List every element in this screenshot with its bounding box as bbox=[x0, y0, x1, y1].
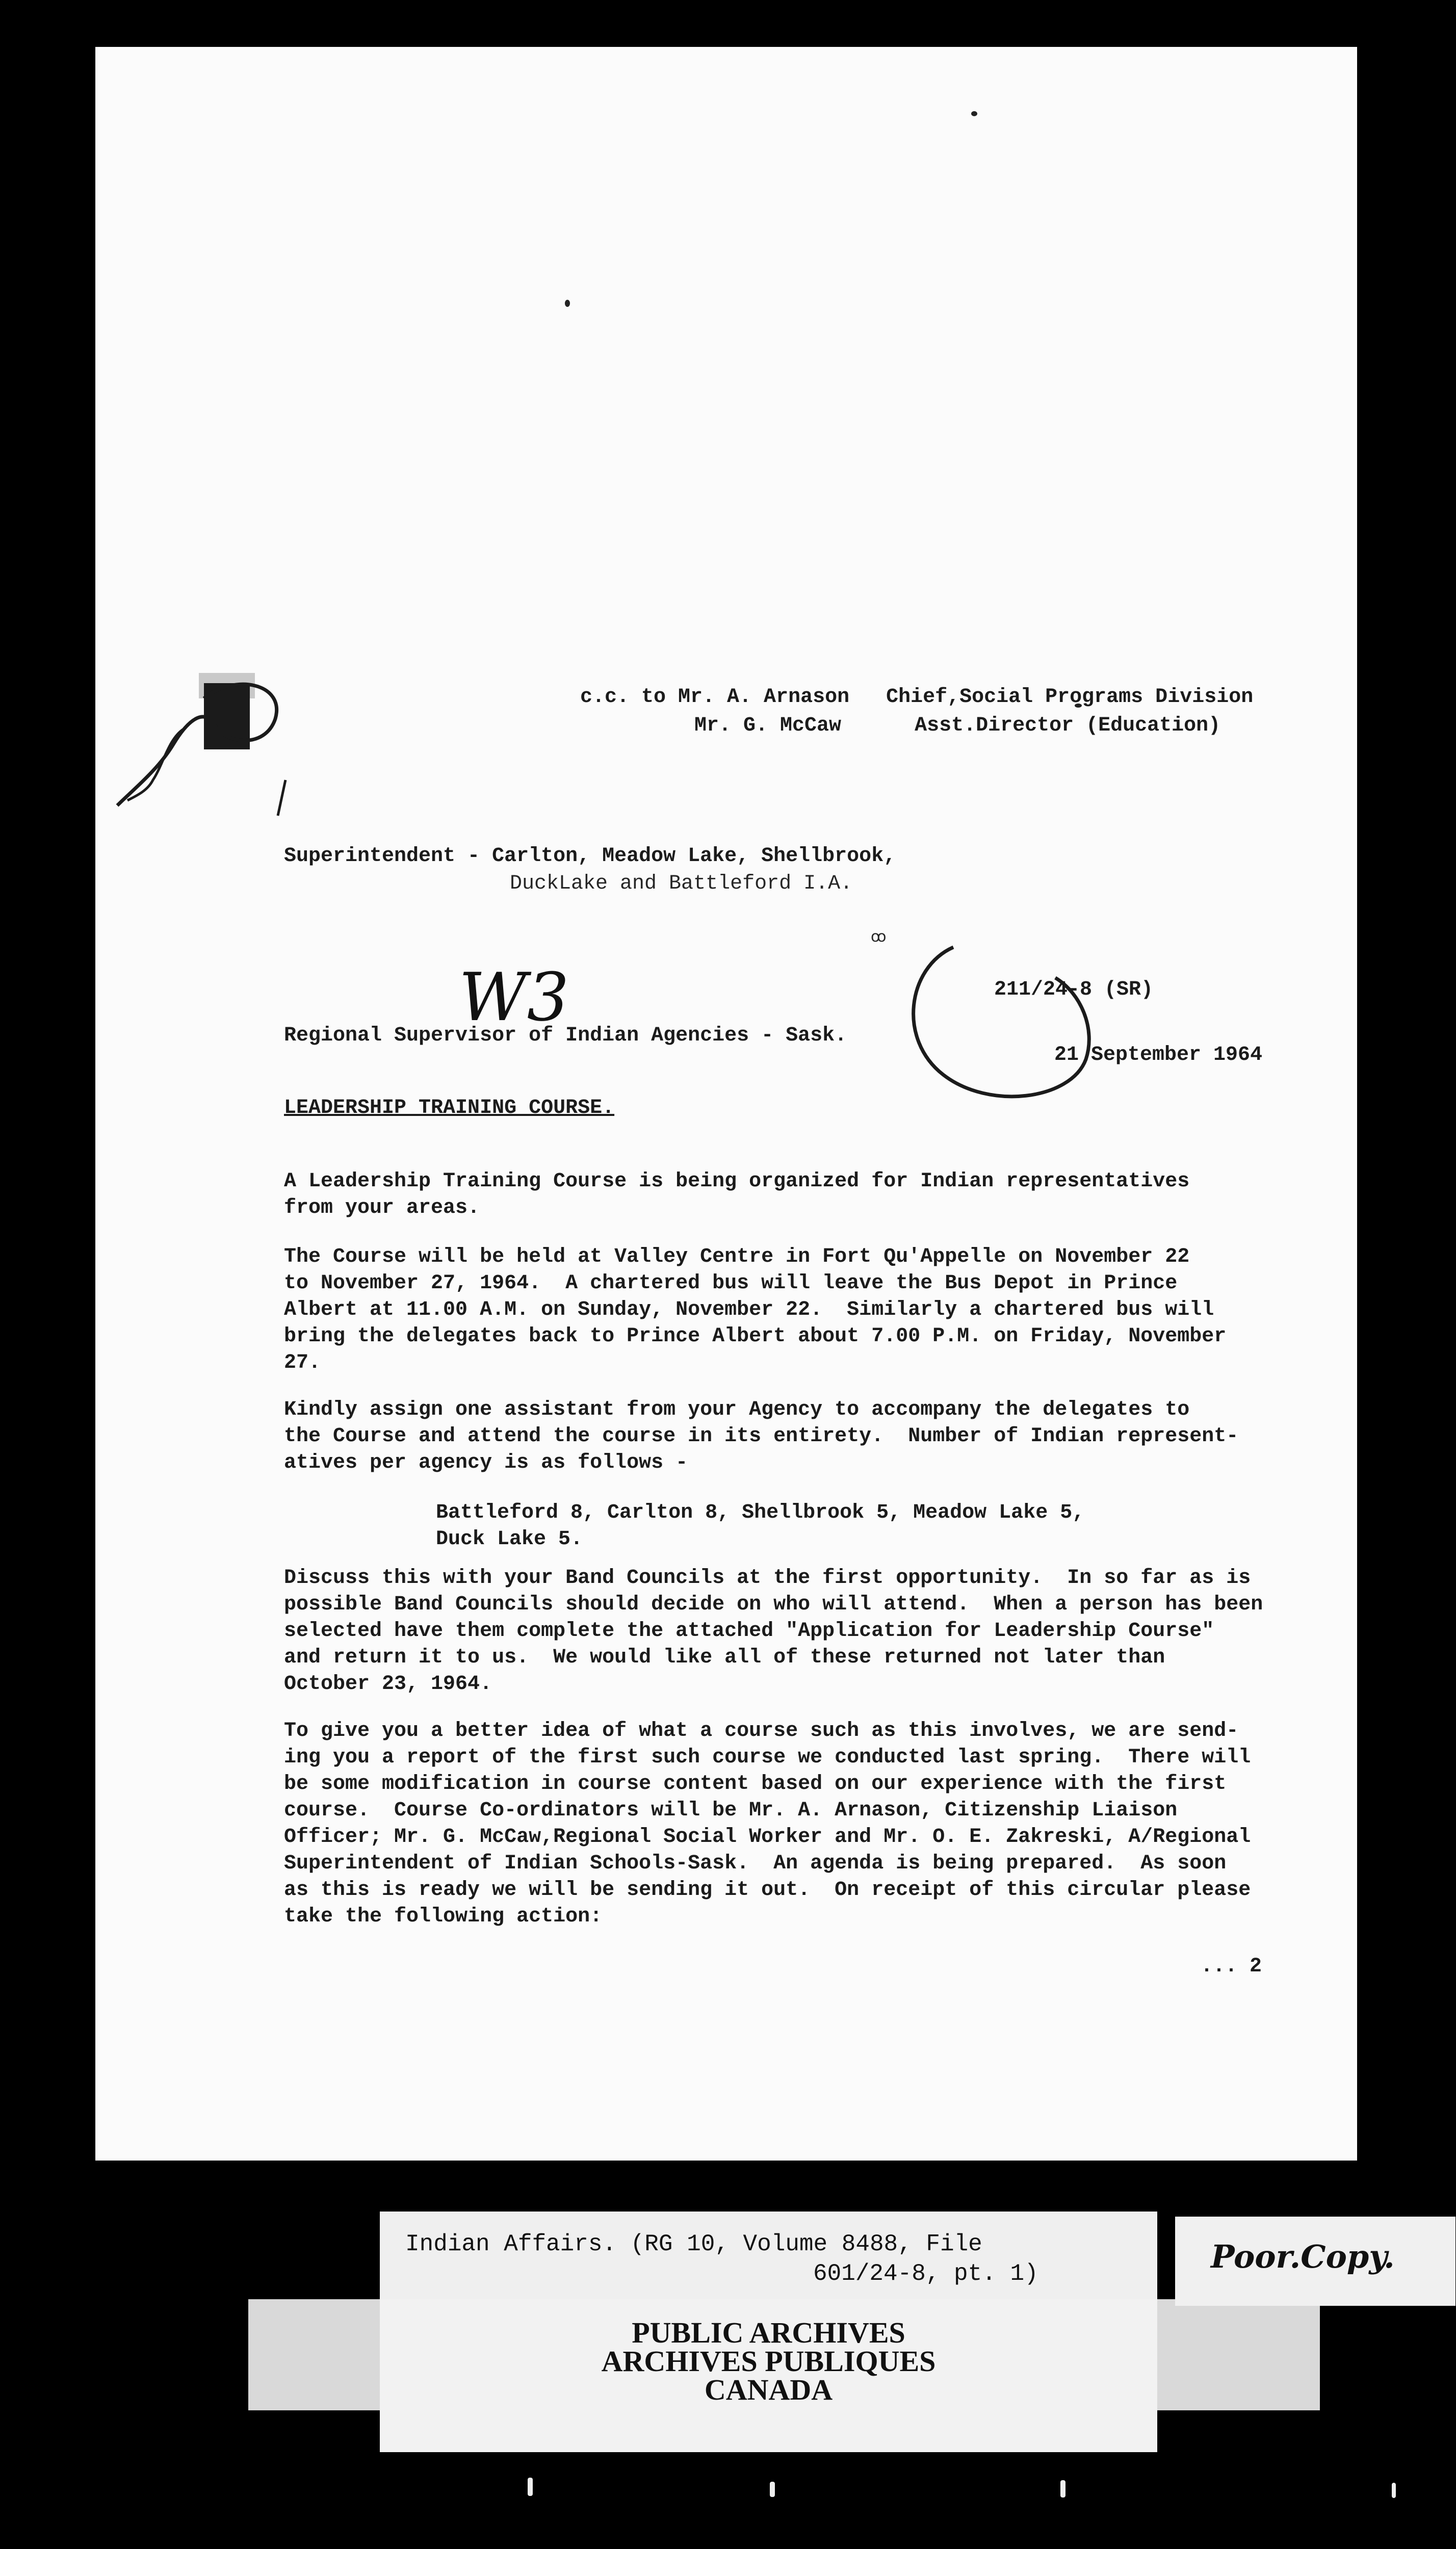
letter-date: 21 September 1964 bbox=[1054, 1044, 1263, 1067]
text-line: Superintendent of Indian Schools-Sask. An agenda is being prepared. As soon bbox=[284, 1852, 1227, 1875]
text-line: course. Course Co-ordinators will be Mr. A. Arnason, Citizenship Liaison bbox=[284, 1799, 1178, 1822]
dust-speck bbox=[971, 111, 977, 116]
archive-reference-line-2: 601/24-8, pt. 1) bbox=[813, 2260, 1038, 2287]
paragraph-2 bbox=[284, 1244, 1304, 1376]
cc-line-1: c.c. to Mr. A. Arnason Chief,Social Programs Division bbox=[580, 686, 1254, 709]
text-line: Kindly assign one assistant from your Agency to accompany the delegates to bbox=[284, 1398, 1190, 1421]
text-line: ing you a report of the first such course we conducted last spring. There will bbox=[284, 1746, 1251, 1769]
agency-allocation bbox=[436, 1500, 1303, 1553]
text-line: to November 27, 1964. A chartered bus will leave the Bus Depot in Prince bbox=[284, 1272, 1178, 1295]
text-line: Discuss this with your Band Councils at the first opportunity. In so far as is bbox=[284, 1567, 1251, 1590]
subject-line: LEADERSHIP TRAINING COURSE. bbox=[284, 1097, 615, 1120]
archive-stamp-line-1: PUBLIC ARCHIVES bbox=[632, 2316, 905, 2349]
poor-copy-note: Poor.Copy. bbox=[1211, 2238, 1395, 2275]
archive-stamp-line-3: CANADA bbox=[704, 2373, 833, 2406]
paragraph-5 bbox=[284, 1718, 1304, 1930]
handwritten-w3: W3 bbox=[459, 958, 569, 1036]
text-line: A Leadership Training Course is being organized for Indian representatives bbox=[284, 1170, 1190, 1193]
text-line: as this is ready we will be sending it out. On receipt of this circular please bbox=[284, 1879, 1251, 1902]
file-number-circle bbox=[887, 937, 1122, 1121]
text-line: selected have them complete the attached "Application for Leadership Course" bbox=[284, 1620, 1214, 1643]
film-speck bbox=[528, 2478, 533, 2496]
text-line: take the following action: bbox=[284, 1905, 603, 1928]
film-speck bbox=[770, 2482, 775, 2497]
addressee-line-2: DuckLake and Battleford I.A. bbox=[510, 872, 853, 895]
text-line: Battleford 8, Carlton 8, Shellbrook 5, Meadow Lake 5, bbox=[436, 1501, 1085, 1524]
paragraph-4 bbox=[284, 1565, 1304, 1698]
page-continuation: ... 2 bbox=[1201, 1955, 1262, 1978]
text-line: atives per agency is as follows - bbox=[284, 1451, 688, 1474]
text-line: and return it to us. We would like all of these returned not later than bbox=[284, 1646, 1165, 1669]
text-line: Officer; Mr. G. McCaw,Regional Social Worker and Mr. O. E. Zakreski, A/Regional bbox=[284, 1826, 1251, 1849]
archive-reference-line-1: Indian Affairs. (RG 10, Volume 8488, File bbox=[405, 2231, 982, 2257]
text-line: Duck Lake 5. bbox=[436, 1528, 583, 1551]
film-speck bbox=[1060, 2480, 1065, 2498]
text-line: 27. bbox=[284, 1351, 321, 1374]
cc-line-2: Mr. G. McCaw Asst.Director (Education) bbox=[694, 714, 1221, 737]
text-line: be some modification in course content based on our experience with the first bbox=[284, 1773, 1227, 1796]
text-line: October 23, 1964. bbox=[284, 1673, 492, 1696]
small-handwritten-mark: ꝏ bbox=[871, 929, 887, 947]
text-line: possible Band Councils should decide on who will attend. When a person has been bbox=[284, 1593, 1263, 1616]
sender-line: Regional Supervisor of Indian Agencies - Sask. bbox=[284, 1024, 847, 1047]
archive-stamp-line-2: ARCHIVES PUBLIQUES bbox=[601, 2345, 936, 2378]
handwritten-loop-mark bbox=[112, 663, 296, 831]
file-number: 211/24-8 (SR) bbox=[994, 978, 1154, 1001]
text-line: bring the delegates back to Prince Albert about 7.00 P.M. on Friday, November bbox=[284, 1325, 1227, 1348]
paragraph-3 bbox=[284, 1397, 1304, 1476]
film-speck bbox=[1392, 2483, 1396, 2498]
text-line: The Course will be held at Valley Centre in Fort Qu'Appelle on November 22 bbox=[284, 1245, 1190, 1268]
text-line: To give you a better idea of what a course such as this involves, we are send- bbox=[284, 1720, 1239, 1742]
text-line: Albert at 11.00 A.M. on Sunday, November 22. Similarly a chartered bus will bbox=[284, 1298, 1214, 1321]
text-line: from your areas. bbox=[284, 1197, 480, 1219]
addressee-line-1: Superintendent - Carlton, Meadow Lake, Shellbrook, bbox=[284, 845, 896, 868]
dust-speck bbox=[565, 300, 570, 307]
paragraph-1 bbox=[284, 1168, 1304, 1221]
archive-stamp bbox=[431, 2316, 1106, 2406]
text-line: the Course and attend the course in its entirety. Number of Indian represent- bbox=[284, 1425, 1239, 1448]
